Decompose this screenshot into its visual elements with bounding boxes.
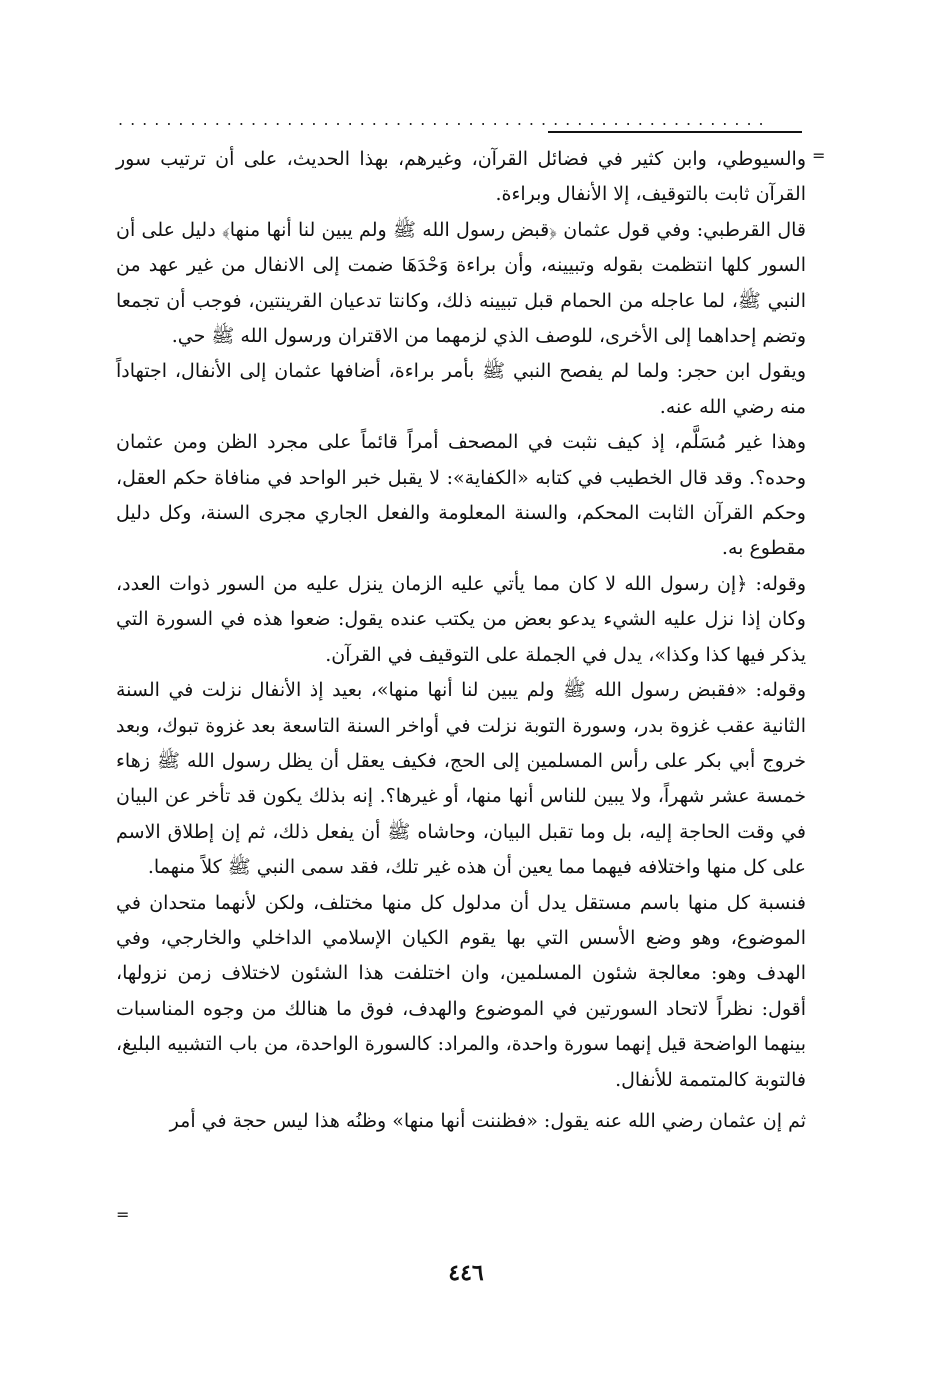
paragraph-7: فنسبة كل منها باسم مستقل يدل أن مدلول كل منها مختلف، ولكن لأنهما متحدان في الموضوع، وهو وضع الأسس التي بها يقوم الكيان الإسلامي الداخلي والخارجي، وفي الهدف وهو: معالجة شئون المسلمين، وان اختلفت هذا الشئون لاختلاف زمن نزولها، أقول: نظراً لاتحاد السورتين في الموضوع والهدف، فوق ما هنالك من وجوه المناسبات بينهما الواضحة قيل إنهما سورة واحدة، والمراد: كالسورة الواحدة، من باب التشبيه البليغ، فالتوبة كالمتممة للأنفال. [116, 891, 806, 1091]
paragraph-1: والسيوطي، وابن كثير في فضائل القرآن، وغيرهم، بهذا الحديث، على أن ترتيب سور القرآن ثابت بالتوقيف، إلا الأنفال وبراءة. [116, 148, 806, 206]
continuation-marker-bottom: = [116, 1205, 130, 1224]
header-dotted-line: ...................................................... [118, 110, 771, 129]
paragraph-4: وهذا غير مُسَلَّم، إذ كيف نثبت في المصحف أمراً قائماً على مجرد الظن ومن عثمان وحده؟. وقد قال الخطيب في كتابه «الكفاية»: لا يقبل خبر الواحد في منافاة حكم العقل، وحكم القرآن الثابت المحكم، والسنة المعلومة والفعل الجاري مجرى السنة، وكل دليل مقطوع به. [116, 431, 806, 560]
continuation-marker-top: = [812, 146, 826, 165]
page-number: ٤٤٦ [448, 1260, 484, 1286]
paragraph-8: ثم إن عثمان رضي الله عنه يقول: «فظننت أنها منها» وظنُه هذا ليس حجة في أمر [169, 1109, 806, 1132]
paragraph-6: وقوله: «فقبض رسول الله ﷺ ولم يبين لنا أنها منها»، بعيد إذ الأنفال نزلت في السنة الثانية عقب غزوة بدر، وسورة التوبة نزلت في أواخر السنة التاسعة بعد غزوة تبوك، وبعد خروج أبي بكر على رأس المسلمين إلى الحج، فكيف يعقل أن يظل رسول الله ﷺ زهاء خمسة عشر شهراً، ولا يبين للناس أنها منها، أو غيرها؟. إنه بذلك يكون قد تأخر عن البيان في وقت الحاجة إليه، بل وما تقبل البيان، وحاشاه ﷺ أن يفعل ذلك، ثم إن إطلاق الاسم على كل منها واختلافه فيهما مما يعين أن هذه غير تلك، فقد سمى النبي ﷺ كلاً منهما. [116, 679, 806, 879]
paragraph-2: قال القرطبي: وفي قول عثمان ﴿قبض رسول الله ﷺ ولم يبين لنا أنها منها﴾ دليل على أن السور كلها انتظمت بقوله وتبيينه، وأن براءة وَحْدَهَا ضمت إلى الانفال من غير عهد من النبي ﷺ، لما عاجله من الحمام قبل تبيينه ذلك، وكانتا تدعيان القرينتين، فوجب أن تجمعا وتضم إحداهما إلى الأخرى، للوصف الذي لزمهما من الاقتران ورسول الله ﷺ حي. [116, 218, 806, 348]
paragraph-5: وقوله: ﴿إن رسول الله لا كان مما يأتي عليه الزمان ينزل عليه من السور ذوات العدد، وكان إذا نزل عليه الشيء يدعو بعض من يكتب عنده يقول: ضعوا هذه في السورة التي يذكر فيها كذا وكذا»، يدل في الجملة على التوقيف في القرآن. [116, 572, 806, 666]
footnote-text-block [116, 142, 806, 1139]
paragraph-3: ويقول ابن حجر: ولما لم يفصح النبي ﷺ بأمر براءة، أضافها عثمان إلى الأنفال، اجتهاداً منه رضي الله عنه. [116, 360, 806, 418]
footnote-separator-rule [548, 131, 802, 133]
